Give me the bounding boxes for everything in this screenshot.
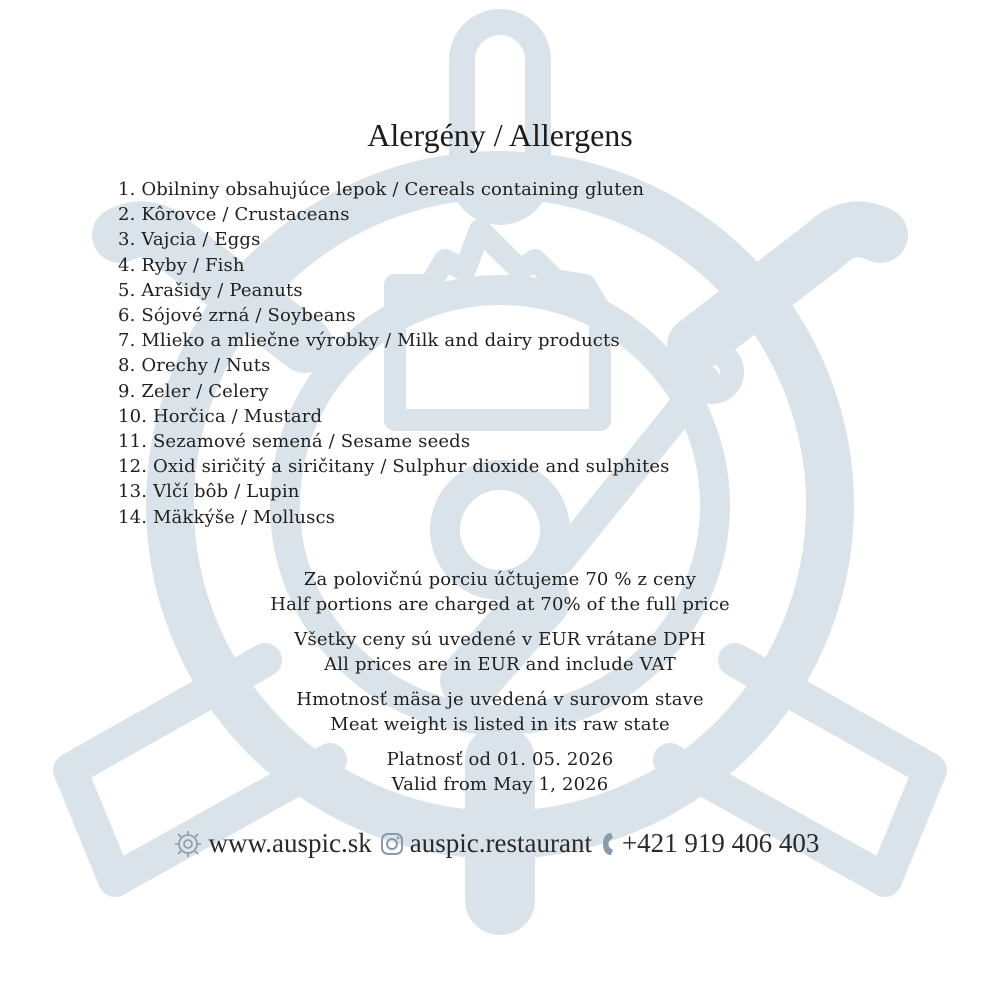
instagram-item <box>380 828 592 859</box>
note-sk: Hmotnosť mäsa je uvedená v surovom stave <box>296 689 704 710</box>
contact-bar <box>0 828 1000 859</box>
note-sk: Platnosť od 01. 05. 2026 <box>386 749 614 770</box>
list-item: 6. Sójové zrná / Soybeans <box>118 305 356 327</box>
vat-note <box>0 627 1000 677</box>
list-item: 10. Horčica / Mustard <box>118 405 323 427</box>
instagram-link[interactable]: auspic.restaurant <box>409 828 592 858</box>
validity-note <box>0 747 1000 797</box>
list-item: 11. Sezamové semená / Sesame seeds <box>118 431 471 453</box>
phone-link[interactable]: +421 919 406 403 <box>621 828 820 858</box>
list-item: 13. Vlčí bôb / Lupin <box>118 481 300 503</box>
note-en: Meat weight is listed in its raw state <box>330 714 670 735</box>
list-item: 5. Arašidy / Peanuts <box>118 279 303 301</box>
note-en: All prices are in EUR and include VAT <box>324 654 676 675</box>
note-en: Half portions are charged at 70% of the full price <box>270 594 730 615</box>
phone-icon <box>600 831 616 857</box>
website-item <box>173 828 372 859</box>
half-portion-note <box>0 567 1000 617</box>
list-item: 14. Mäkkýše / Molluscs <box>118 506 336 528</box>
list-item: 1. Obilniny obsahujúce lepok / Cereals containing gluten <box>118 179 645 200</box>
list-item: 7. Mlieko a mliečne výrobky / Milk and dairy products <box>118 330 620 352</box>
meat-weight-note <box>0 687 1000 737</box>
list-item: 12. Oxid siričitý a siričitany / Sulphur dioxide and sulphites <box>118 456 670 478</box>
list-item: 2. Kôrovce / Crustaceans <box>118 204 350 226</box>
list-item: 3. Vajcia / Eggs <box>118 229 261 251</box>
note-sk: Za polovičnú porciu účtujeme 70 % z ceny <box>303 569 697 590</box>
note-sk: Všetky ceny sú uvedené v EUR vrátane DPH <box>294 629 706 650</box>
list-item: 9. Zeler / Celery <box>118 380 269 402</box>
page-title: Alergény / Allergens <box>367 117 633 153</box>
website-link[interactable]: www.auspic.sk <box>208 828 372 858</box>
ship-wheel-logo-icon <box>173 829 203 859</box>
list-item: 4. Ryby / Fish <box>118 254 245 276</box>
phone-item <box>600 828 819 859</box>
price-notes <box>0 567 1000 807</box>
allergen-list <box>118 177 670 530</box>
instagram-icon <box>380 832 404 856</box>
list-item: 8. Orechy / Nuts <box>118 355 271 377</box>
note-en: Valid from May 1, 2026 <box>391 774 609 795</box>
